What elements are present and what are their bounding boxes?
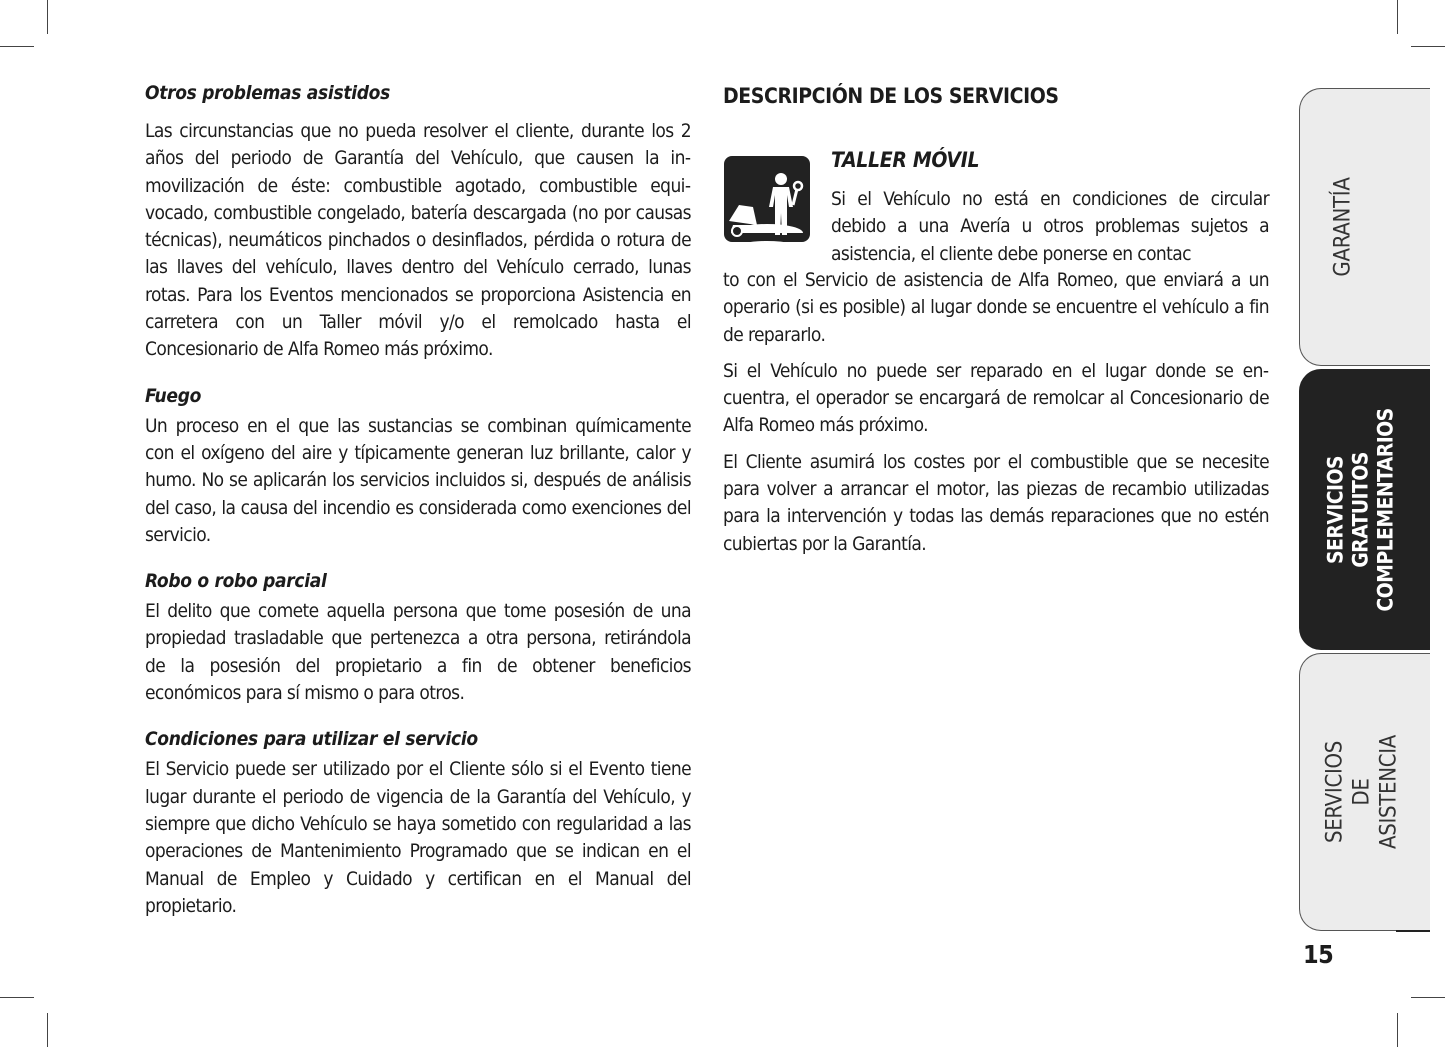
section-title: DESCRIPCIÓN DE LOS SERVICIOS — [723, 84, 1059, 108]
section-heading: Otros problemas asistidos — [145, 82, 391, 104]
crop-mark — [0, 997, 34, 998]
section-text: Las circunstancias que no pueda resolver el cliente, durante los 2 años del periodo de Garantía del Vehículo, que causen la inmovilización de éste: combustible agotado, combustible equivocado, combustible congelado, batería descargada (no por causas técnicas), neumáticos pinchados o desinflados, pérdida o rotura de las llaves del vehículo, llaves dentro del Vehículo cerrado, lunas rotas. Para los Eventos mencionados se proporciona Asistencia en carretera con un Taller móvil y/o el remolcado hasta el Concesionario de Alfa Romeo más próximo. — [145, 120, 691, 361]
section-text: El Servicio puede ser utilizado por el Cliente sólo si el Evento tiene lugar durante el periodo de vigencia de la Garantía del Vehículo, y siempre que dicho Vehículo se haya sometido con regularidad a las operaciones de Mantenimiento Programado que se indican en el Manual de Empleo y Cuidado y certifican en el Manual del propietario. — [145, 758, 691, 917]
service-intro: Si el Vehículo no está en condiciones de circular debido a una Avería u otros problemas sujetos a asistencia, el cliente debe ponerse en contac — [831, 188, 1269, 265]
section-heading: Fuego — [145, 384, 202, 407]
section-heading: Robo o robo parcial — [145, 570, 327, 593]
service-paragraph: El Cliente asumirá los costes por el combustible que se necesite para volver a arrancar el motor, las piezas de recambio utilizadas para la intervención y todas las demás reparaciones que no estén cubiertas por la Garantía. — [723, 450, 1269, 555]
tab-label: SERVICIOS DE ASISTENCIA — [1322, 734, 1402, 850]
tab-garantia[interactable] — [1299, 88, 1430, 366]
crop-mark — [47, 0, 48, 34]
right-column — [723, 80, 1269, 555]
crop-mark — [47, 1013, 48, 1047]
service-paragraph: to con el Servicio de asistencia de Alfa Romeo, que enviará a un operario (si es posible) al lugar donde se encuentre el vehículo a fin de repararlo. — [723, 269, 1269, 346]
crop-mark — [1411, 997, 1445, 998]
section-text: El delito que comete aquella persona que tome posesión de una propiedad trasladable que pertenezca a otra persona, retirándola de la posesión del propietario a fin de obtener beneficios económicos para sí mismo o para otros. — [145, 600, 691, 705]
crop-mark — [0, 46, 34, 47]
section-heading: Condiciones para utilizar el servicio — [145, 728, 478, 751]
service-title: TALLER MÓVIL — [831, 148, 980, 172]
section-fuego — [145, 383, 691, 549]
page-number-rule — [1396, 930, 1430, 932]
crop-mark — [1411, 46, 1445, 47]
left-column — [145, 80, 691, 920]
page-number: 15 — [1303, 940, 1334, 969]
section-condiciones — [145, 726, 691, 920]
tab-servicios-asistencia[interactable] — [1299, 653, 1430, 931]
crop-mark — [1397, 0, 1398, 34]
section-robo — [145, 568, 691, 707]
tab-label: SERVICIOS GRATUITOS COMPLEMENTARIOS — [1323, 407, 1398, 612]
tab-label: GARANTÍA — [1330, 177, 1356, 277]
service-paragraph: Si el Vehículo no puede ser reparado en el lugar donde se encuentra, el operador se encargará de remolcar al Concesionario de Alfa Romeo más próximo. — [723, 359, 1269, 437]
crop-mark — [1397, 1013, 1398, 1047]
section-otros-problemas — [145, 80, 691, 364]
service-description — [723, 267, 1269, 558]
tab-servicios-gratuitos[interactable] — [1299, 369, 1430, 650]
mechanic-with-wrench-icon — [723, 155, 811, 243]
section-text: Un proceso en el que las sustancias se combinan químicamente con el oxígeno del aire y típicamente generan luz brillante, calor y humo. No se aplicarán los servicios incluidos si, después de análisis del caso, la causa del incendio es considerada como exenciones del servicio. — [145, 414, 691, 546]
